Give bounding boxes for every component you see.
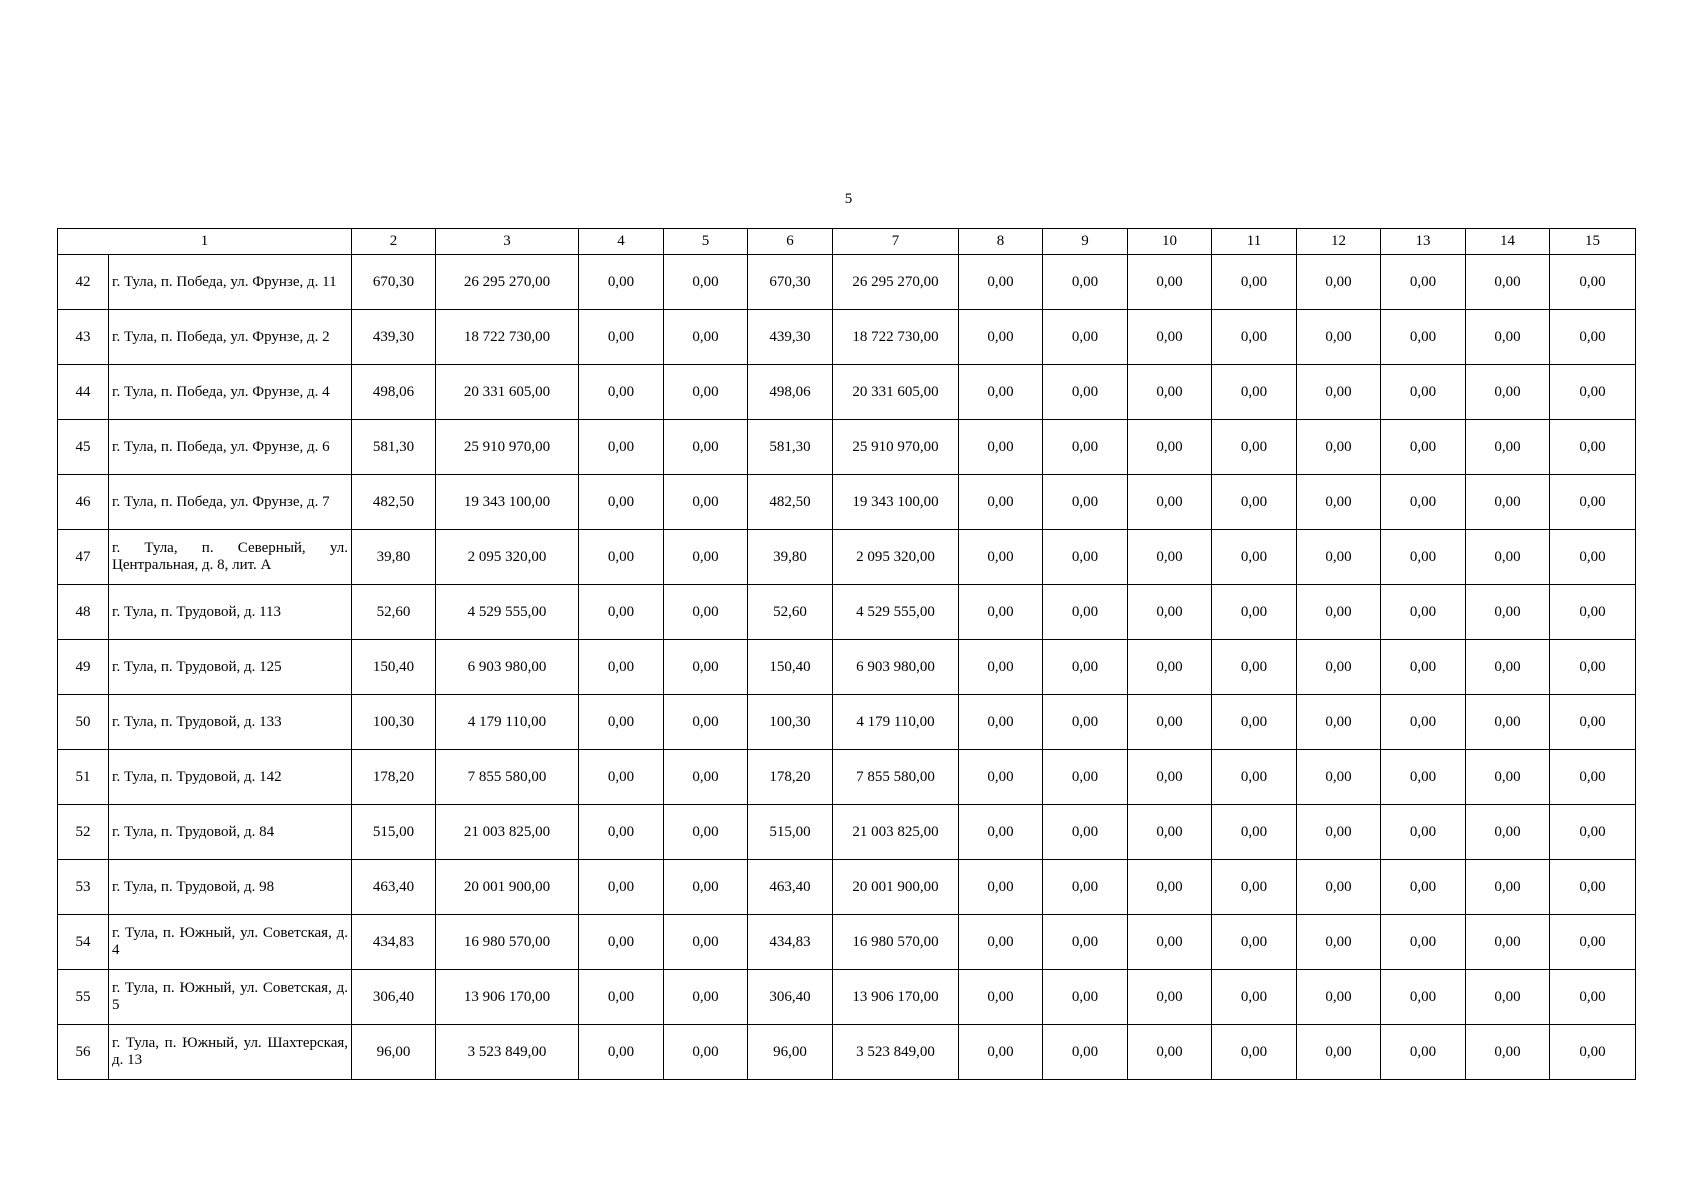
cell-c8: 0,00	[959, 420, 1043, 475]
cell-c8: 0,00	[959, 970, 1043, 1025]
cell-c13: 0,00	[1381, 640, 1466, 695]
cell-c6: 100,30	[748, 695, 833, 750]
column-header-14: 14	[1466, 229, 1550, 255]
table-row	[58, 750, 1636, 805]
cell-c14: 0,00	[1466, 805, 1550, 860]
table-row	[58, 970, 1636, 1025]
cell-c4: 0,00	[579, 750, 664, 805]
cell-c11: 0,00	[1212, 695, 1297, 750]
cell-c12: 0,00	[1297, 310, 1381, 365]
cell-c13: 0,00	[1381, 530, 1466, 585]
cell-c8: 0,00	[959, 1025, 1043, 1080]
cell-c5: 0,00	[664, 420, 748, 475]
cell-c15: 0,00	[1550, 475, 1636, 530]
cell-c10: 0,00	[1128, 1025, 1212, 1080]
cell-c12: 0,00	[1297, 750, 1381, 805]
cell-c2: 482,50	[352, 475, 436, 530]
cell-c2: 515,00	[352, 805, 436, 860]
cell-c9: 0,00	[1043, 805, 1128, 860]
cell-c10: 0,00	[1128, 530, 1212, 585]
cell-c10: 0,00	[1128, 860, 1212, 915]
cell-c14: 0,00	[1466, 750, 1550, 805]
cell-c15: 0,00	[1550, 585, 1636, 640]
cell-c11: 0,00	[1212, 805, 1297, 860]
column-header-10: 10	[1128, 229, 1212, 255]
cell-c3: 3 523 849,00	[436, 1025, 579, 1080]
cell-c13: 0,00	[1381, 805, 1466, 860]
cell-c5: 0,00	[664, 585, 748, 640]
table-row	[58, 915, 1636, 970]
row-number-cell: 52	[58, 805, 109, 860]
cell-c8: 0,00	[959, 750, 1043, 805]
cell-c9: 0,00	[1043, 255, 1128, 310]
cell-c6: 150,40	[748, 640, 833, 695]
address-cell: г. Тула, п. Трудовой, д. 98	[109, 860, 352, 915]
row-number-cell: 51	[58, 750, 109, 805]
cell-c2: 463,40	[352, 860, 436, 915]
cell-c11: 0,00	[1212, 640, 1297, 695]
cell-c7: 16 980 570,00	[833, 915, 959, 970]
row-number-cell: 54	[58, 915, 109, 970]
column-header-4: 4	[579, 229, 664, 255]
cell-c2: 52,60	[352, 585, 436, 640]
cell-c6: 515,00	[748, 805, 833, 860]
address-cell: г. Тула, п. Победа, ул. Фрунзе, д. 4	[109, 365, 352, 420]
cell-c2: 439,30	[352, 310, 436, 365]
cell-c8: 0,00	[959, 365, 1043, 420]
cell-c2: 178,20	[352, 750, 436, 805]
cell-c13: 0,00	[1381, 475, 1466, 530]
cell-c3: 18 722 730,00	[436, 310, 579, 365]
cell-c12: 0,00	[1297, 475, 1381, 530]
cell-c11: 0,00	[1212, 530, 1297, 585]
table-row	[58, 255, 1636, 310]
cell-c6: 482,50	[748, 475, 833, 530]
cell-c13: 0,00	[1381, 970, 1466, 1025]
cell-c7: 25 910 970,00	[833, 420, 959, 475]
cell-c14: 0,00	[1466, 970, 1550, 1025]
table-row	[58, 640, 1636, 695]
column-header-6: 6	[748, 229, 833, 255]
column-header-12: 12	[1297, 229, 1381, 255]
cell-c3: 20 001 900,00	[436, 860, 579, 915]
cell-c15: 0,00	[1550, 970, 1636, 1025]
column-header-9: 9	[1043, 229, 1128, 255]
cell-c10: 0,00	[1128, 970, 1212, 1025]
cell-c4: 0,00	[579, 695, 664, 750]
cell-c15: 0,00	[1550, 805, 1636, 860]
cell-c15: 0,00	[1550, 1025, 1636, 1080]
page-number: 5	[844, 191, 853, 207]
row-number-cell: 42	[58, 255, 109, 310]
cell-c4: 0,00	[579, 585, 664, 640]
cell-c6: 39,80	[748, 530, 833, 585]
cell-c11: 0,00	[1212, 475, 1297, 530]
cell-c5: 0,00	[664, 970, 748, 1025]
table-row	[58, 805, 1636, 860]
cell-c2: 670,30	[352, 255, 436, 310]
cell-c5: 0,00	[664, 695, 748, 750]
cell-c3: 26 295 270,00	[436, 255, 579, 310]
cell-c9: 0,00	[1043, 695, 1128, 750]
column-header-2: 2	[352, 229, 436, 255]
address-cell: г. Тула, п. Трудовой, д. 125	[109, 640, 352, 695]
cell-c11: 0,00	[1212, 365, 1297, 420]
cell-c4: 0,00	[579, 310, 664, 365]
cell-c9: 0,00	[1043, 475, 1128, 530]
cell-c4: 0,00	[579, 530, 664, 585]
cell-c14: 0,00	[1466, 1025, 1550, 1080]
cell-c6: 178,20	[748, 750, 833, 805]
cell-c9: 0,00	[1043, 585, 1128, 640]
cell-c9: 0,00	[1043, 420, 1128, 475]
cell-c15: 0,00	[1550, 640, 1636, 695]
cell-c4: 0,00	[579, 475, 664, 530]
cell-c8: 0,00	[959, 310, 1043, 365]
cell-c10: 0,00	[1128, 805, 1212, 860]
address-cell: г. Тула, п. Северный, ул. Центральная, д. 8, лит. А	[109, 530, 352, 585]
cell-c14: 0,00	[1466, 475, 1550, 530]
cell-c9: 0,00	[1043, 310, 1128, 365]
column-header-1: 1	[58, 229, 352, 255]
cell-c15: 0,00	[1550, 365, 1636, 420]
cell-c15: 0,00	[1550, 915, 1636, 970]
cell-c10: 0,00	[1128, 750, 1212, 805]
cell-c3: 7 855 580,00	[436, 750, 579, 805]
cell-c9: 0,00	[1043, 750, 1128, 805]
address-cell: г. Тула, п. Южный, ул. Советская, д. 5	[109, 970, 352, 1025]
cell-c6: 670,30	[748, 255, 833, 310]
cell-c12: 0,00	[1297, 640, 1381, 695]
cell-c7: 6 903 980,00	[833, 640, 959, 695]
cell-c11: 0,00	[1212, 255, 1297, 310]
cell-c6: 439,30	[748, 310, 833, 365]
row-number-cell: 47	[58, 530, 109, 585]
cell-c15: 0,00	[1550, 695, 1636, 750]
cell-c7: 21 003 825,00	[833, 805, 959, 860]
cell-c6: 306,40	[748, 970, 833, 1025]
cell-c7: 20 001 900,00	[833, 860, 959, 915]
cell-c10: 0,00	[1128, 475, 1212, 530]
row-number-cell: 48	[58, 585, 109, 640]
row-number-cell: 50	[58, 695, 109, 750]
column-header-5: 5	[664, 229, 748, 255]
cell-c7: 13 906 170,00	[833, 970, 959, 1025]
address-cell: г. Тула, п. Южный, ул. Шахтерская, д. 13	[109, 1025, 352, 1080]
cell-c6: 434,83	[748, 915, 833, 970]
cell-c2: 96,00	[352, 1025, 436, 1080]
cell-c11: 0,00	[1212, 420, 1297, 475]
cell-c14: 0,00	[1466, 640, 1550, 695]
cell-c14: 0,00	[1466, 695, 1550, 750]
cell-c15: 0,00	[1550, 255, 1636, 310]
cell-c9: 0,00	[1043, 970, 1128, 1025]
cell-c5: 0,00	[664, 640, 748, 695]
cell-c10: 0,00	[1128, 310, 1212, 365]
cell-c15: 0,00	[1550, 420, 1636, 475]
cell-c15: 0,00	[1550, 530, 1636, 585]
cell-c4: 0,00	[579, 805, 664, 860]
cell-c11: 0,00	[1212, 585, 1297, 640]
cell-c9: 0,00	[1043, 365, 1128, 420]
cell-c12: 0,00	[1297, 695, 1381, 750]
cell-c11: 0,00	[1212, 860, 1297, 915]
cell-c13: 0,00	[1381, 1025, 1466, 1080]
cell-c15: 0,00	[1550, 750, 1636, 805]
cell-c11: 0,00	[1212, 970, 1297, 1025]
table-row	[58, 1025, 1636, 1080]
table-row	[58, 695, 1636, 750]
cell-c7: 4 529 555,00	[833, 585, 959, 640]
cell-c7: 18 722 730,00	[833, 310, 959, 365]
cell-c13: 0,00	[1381, 585, 1466, 640]
cell-c4: 0,00	[579, 915, 664, 970]
cell-c10: 0,00	[1128, 695, 1212, 750]
cell-c14: 0,00	[1466, 255, 1550, 310]
data-table	[57, 228, 1636, 1080]
cell-c13: 0,00	[1381, 420, 1466, 475]
cell-c3: 6 903 980,00	[436, 640, 579, 695]
column-header-3: 3	[436, 229, 579, 255]
cell-c6: 96,00	[748, 1025, 833, 1080]
cell-c3: 20 331 605,00	[436, 365, 579, 420]
cell-c13: 0,00	[1381, 365, 1466, 420]
cell-c6: 52,60	[748, 585, 833, 640]
table-row	[58, 310, 1636, 365]
row-number-cell: 55	[58, 970, 109, 1025]
address-cell: г. Тула, п. Победа, ул. Фрунзе, д. 6	[109, 420, 352, 475]
row-number-cell: 53	[58, 860, 109, 915]
cell-c2: 306,40	[352, 970, 436, 1025]
cell-c8: 0,00	[959, 530, 1043, 585]
cell-c12: 0,00	[1297, 420, 1381, 475]
row-number-cell: 56	[58, 1025, 109, 1080]
cell-c9: 0,00	[1043, 1025, 1128, 1080]
cell-c2: 150,40	[352, 640, 436, 695]
cell-c8: 0,00	[959, 255, 1043, 310]
cell-c3: 2 095 320,00	[436, 530, 579, 585]
column-header-8: 8	[959, 229, 1043, 255]
column-header-11: 11	[1212, 229, 1297, 255]
cell-c14: 0,00	[1466, 420, 1550, 475]
cell-c6: 498,06	[748, 365, 833, 420]
cell-c4: 0,00	[579, 970, 664, 1025]
row-number-cell: 44	[58, 365, 109, 420]
cell-c8: 0,00	[959, 585, 1043, 640]
cell-c11: 0,00	[1212, 1025, 1297, 1080]
cell-c10: 0,00	[1128, 420, 1212, 475]
cell-c2: 498,06	[352, 365, 436, 420]
cell-c3: 4 179 110,00	[436, 695, 579, 750]
cell-c12: 0,00	[1297, 1025, 1381, 1080]
cell-c4: 0,00	[579, 1025, 664, 1080]
cell-c10: 0,00	[1128, 365, 1212, 420]
cell-c7: 2 095 320,00	[833, 530, 959, 585]
cell-c13: 0,00	[1381, 750, 1466, 805]
cell-c7: 20 331 605,00	[833, 365, 959, 420]
cell-c8: 0,00	[959, 860, 1043, 915]
cell-c4: 0,00	[579, 640, 664, 695]
cell-c7: 26 295 270,00	[833, 255, 959, 310]
cell-c7: 4 179 110,00	[833, 695, 959, 750]
cell-c5: 0,00	[664, 310, 748, 365]
cell-c3: 13 906 170,00	[436, 970, 579, 1025]
column-header-7: 7	[833, 229, 959, 255]
cell-c10: 0,00	[1128, 585, 1212, 640]
table-row	[58, 475, 1636, 530]
cell-c9: 0,00	[1043, 860, 1128, 915]
cell-c14: 0,00	[1466, 365, 1550, 420]
table-row	[58, 530, 1636, 585]
cell-c12: 0,00	[1297, 585, 1381, 640]
address-cell: г. Тула, п. Трудовой, д. 142	[109, 750, 352, 805]
cell-c8: 0,00	[959, 805, 1043, 860]
table-row	[58, 585, 1636, 640]
cell-c9: 0,00	[1043, 640, 1128, 695]
table-row	[58, 860, 1636, 915]
address-cell: г. Тула, п. Победа, ул. Фрунзе, д. 2	[109, 310, 352, 365]
cell-c14: 0,00	[1466, 530, 1550, 585]
cell-c8: 0,00	[959, 695, 1043, 750]
cell-c10: 0,00	[1128, 640, 1212, 695]
cell-c3: 21 003 825,00	[436, 805, 579, 860]
row-number-cell: 49	[58, 640, 109, 695]
cell-c11: 0,00	[1212, 750, 1297, 805]
cell-c13: 0,00	[1381, 310, 1466, 365]
cell-c5: 0,00	[664, 255, 748, 310]
cell-c9: 0,00	[1043, 915, 1128, 970]
cell-c4: 0,00	[579, 420, 664, 475]
cell-c13: 0,00	[1381, 915, 1466, 970]
column-header-15: 15	[1550, 229, 1636, 255]
cell-c10: 0,00	[1128, 915, 1212, 970]
cell-c11: 0,00	[1212, 915, 1297, 970]
cell-c6: 581,30	[748, 420, 833, 475]
cell-c12: 0,00	[1297, 805, 1381, 860]
cell-c13: 0,00	[1381, 695, 1466, 750]
address-cell: г. Тула, п. Трудовой, д. 113	[109, 585, 352, 640]
cell-c12: 0,00	[1297, 530, 1381, 585]
cell-c8: 0,00	[959, 915, 1043, 970]
cell-c7: 3 523 849,00	[833, 1025, 959, 1080]
cell-c11: 0,00	[1212, 310, 1297, 365]
cell-c12: 0,00	[1297, 970, 1381, 1025]
cell-c9: 0,00	[1043, 530, 1128, 585]
cell-c8: 0,00	[959, 640, 1043, 695]
cell-c4: 0,00	[579, 860, 664, 915]
cell-c5: 0,00	[664, 365, 748, 420]
address-cell: г. Тула, п. Трудовой, д. 84	[109, 805, 352, 860]
cell-c4: 0,00	[579, 255, 664, 310]
cell-c14: 0,00	[1466, 310, 1550, 365]
address-cell: г. Тула, п. Победа, ул. Фрунзе, д. 7	[109, 475, 352, 530]
cell-c14: 0,00	[1466, 915, 1550, 970]
cell-c5: 0,00	[664, 750, 748, 805]
column-header-13: 13	[1381, 229, 1466, 255]
cell-c15: 0,00	[1550, 310, 1636, 365]
cell-c3: 16 980 570,00	[436, 915, 579, 970]
cell-c7: 19 343 100,00	[833, 475, 959, 530]
cell-c12: 0,00	[1297, 915, 1381, 970]
cell-c13: 0,00	[1381, 255, 1466, 310]
row-number-cell: 43	[58, 310, 109, 365]
cell-c4: 0,00	[579, 365, 664, 420]
cell-c2: 100,30	[352, 695, 436, 750]
cell-c5: 0,00	[664, 805, 748, 860]
cell-c7: 7 855 580,00	[833, 750, 959, 805]
cell-c5: 0,00	[664, 475, 748, 530]
row-number-cell: 46	[58, 475, 109, 530]
table-row	[58, 420, 1636, 475]
cell-c15: 0,00	[1550, 860, 1636, 915]
address-cell: г. Тула, п. Южный, ул. Советская, д. 4	[109, 915, 352, 970]
cell-c5: 0,00	[664, 1025, 748, 1080]
cell-c5: 0,00	[664, 860, 748, 915]
cell-c14: 0,00	[1466, 585, 1550, 640]
cell-c2: 581,30	[352, 420, 436, 475]
cell-c2: 39,80	[352, 530, 436, 585]
cell-c12: 0,00	[1297, 860, 1381, 915]
cell-c6: 463,40	[748, 860, 833, 915]
table-header-row	[58, 229, 1636, 255]
address-cell: г. Тула, п. Победа, ул. Фрунзе, д. 11	[109, 255, 352, 310]
cell-c12: 0,00	[1297, 255, 1381, 310]
cell-c10: 0,00	[1128, 255, 1212, 310]
cell-c3: 19 343 100,00	[436, 475, 579, 530]
table-body	[58, 255, 1636, 1080]
cell-c5: 0,00	[664, 530, 748, 585]
address-cell: г. Тула, п. Трудовой, д. 133	[109, 695, 352, 750]
cell-c5: 0,00	[664, 915, 748, 970]
cell-c8: 0,00	[959, 475, 1043, 530]
cell-c12: 0,00	[1297, 365, 1381, 420]
cell-c3: 4 529 555,00	[436, 585, 579, 640]
row-number-cell: 45	[58, 420, 109, 475]
cell-c2: 434,83	[352, 915, 436, 970]
cell-c13: 0,00	[1381, 860, 1466, 915]
cell-c14: 0,00	[1466, 860, 1550, 915]
cell-c3: 25 910 970,00	[436, 420, 579, 475]
table-row	[58, 365, 1636, 420]
